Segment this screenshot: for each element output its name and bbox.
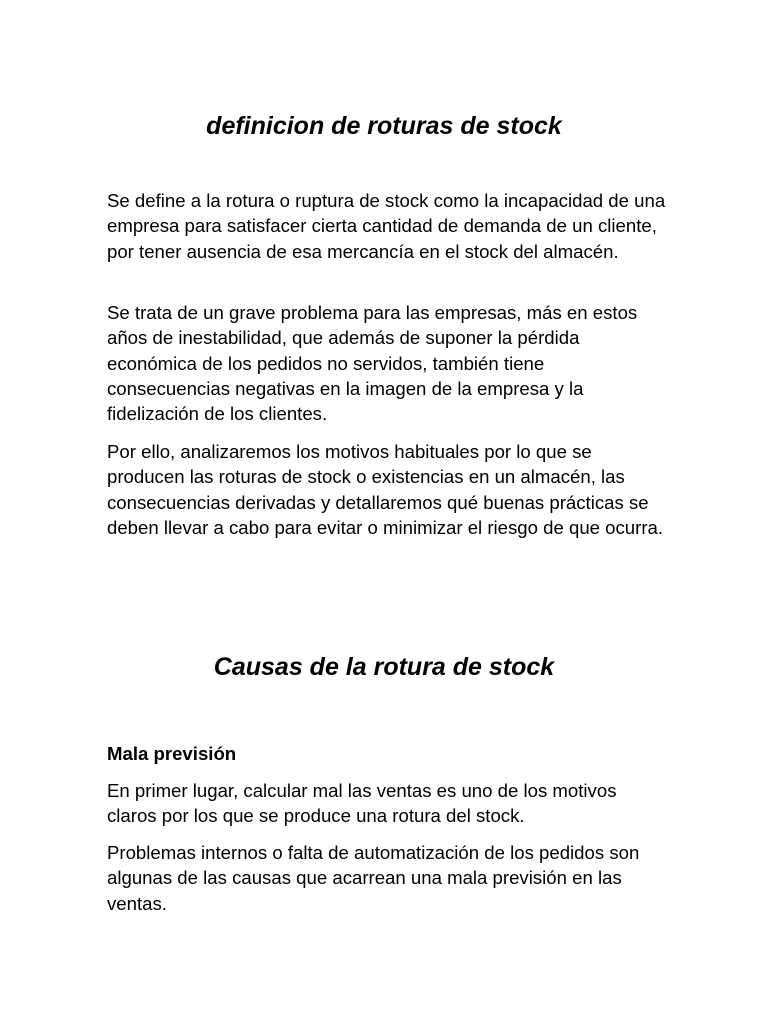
paragraph-definicion-2: Se trata de un grave problema para las empresas, más en estos años de inestabilidad, que además de suponer la pérdida económica de los pedidos no servidos, también tiene consecuencias negativas en la imagen de la empresa y la fidelización de los clientes. bbox=[107, 302, 638, 425]
subheading-mala-prevision: Mala previsión bbox=[107, 743, 237, 764]
paragraph-causas-1: En primer lugar, calcular mal las ventas es uno de los motivos claros por los que se produce una rotura del stock. bbox=[107, 780, 617, 827]
section-heading-definicion: definicion de roturas de stock bbox=[206, 112, 562, 140]
paragraph-definicion-3: Por ello, analizaremos los motivos habituales por lo que se producen las roturas de stock o existencias en un almacén, las consecuencias derivadas y detallaremos qué buenas prácticas se deben llevar a cabo para evitar o minimizar el riesgo de que ocurra. bbox=[107, 441, 664, 538]
paragraph-definicion-1: Se define a la rotura o ruptura de stock como la incapacidad de una empresa para satisfacer cierta cantidad de demanda de un cliente, por tener ausencia de esa mercancía en el stock del almacén. bbox=[107, 190, 666, 262]
section-heading-causas: Causas de la rotura de stock bbox=[213, 653, 555, 681]
paragraph-causas-2: Problemas internos o falta de automatización de los pedidos son algunas de las causas que acarrean una mala previsión en las ventas. bbox=[107, 842, 640, 914]
